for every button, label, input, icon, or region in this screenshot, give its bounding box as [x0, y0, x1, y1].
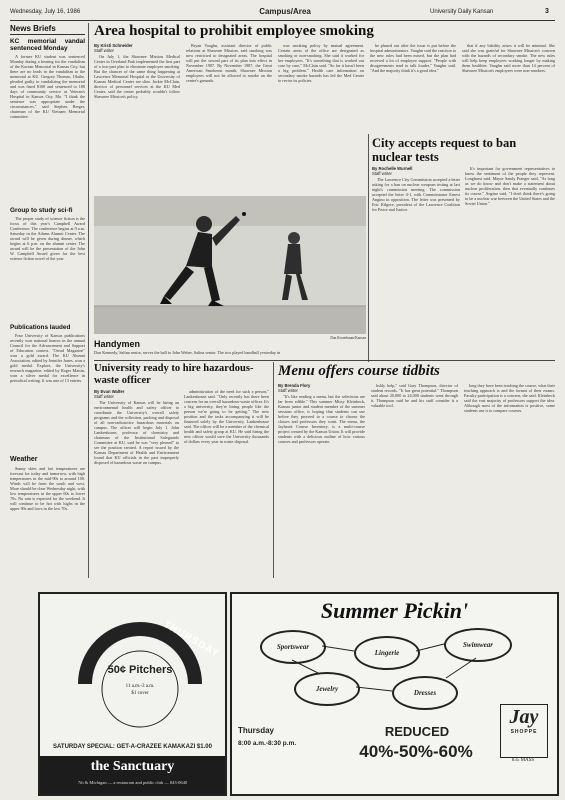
photo-caption: Don Kennedy, Salina senior, serves the ball to John Weber, Salina senior. The two played handball yesterday in: [94, 350, 281, 355]
hazwaste-byline: By Evan Walter: [94, 389, 125, 394]
nuclear-column: [372, 177, 460, 362]
weather-body: Sunny skies and hot temperatures are forecast for today and tomorrow, with high temperatures in the mid-90s to around 100. Winds will be from the south and west. More should be clear Wednesday night, with low temperatures in the upper 60s to lower 70s. No rain is expected for the weekend. It will continue to be hot with highs in the upper 90s and lows in the low 70s.: [10, 466, 85, 511]
folio-bar: [10, 6, 555, 21]
column-rule: [88, 23, 89, 578]
nuclear-column: [465, 166, 555, 362]
summer-ad-sale: 40%-50%-60%: [359, 742, 473, 761]
brief-body: A former KU student was sentenced Monday during a hearing for the vandalism of the Korean Memorial in Kansas City, but there are no leads in the vandalism to the memorial at KU. Gregory Thomas, Olathe, pleaded guilty to vandalizing the memorial and was fined $100 and sentenced to 180 days of community service at Veteran's Hospital in Kansas City, Mo. "I think the sentence was appropriate under the circumstances," said Stephen Berger, chairman of the KU Vietnam Memorial committee.: [10, 54, 85, 119]
sanctuary-saturday-special: SATURDAY SPECIAL: GET-A-CRAZEE KAMAKAZI $1.00: [53, 744, 212, 750]
folio-page-number: 3: [545, 8, 549, 15]
lead-column: [94, 54, 180, 194]
sanctuary-hours: 11 a.m.-3 a.m.: [125, 684, 155, 689]
handball-photo: [94, 196, 366, 334]
lead-text: be phased out after the issue is put before the hospital administrators. Vaughn said the reaction to the new rules had been mixed, but the plan had received a lot of employee support. "People with disagreements tend to talk louder," Vaughn said. "And the majority think it's a good idea.": [370, 43, 456, 73]
hazwaste-text: The University of Kansas will be hiring an environmental health and safety officer to coordinate the University's overall safety programs and the collection, packing and disposal of all non-radioactive hazardous materials on campus. The officer will begin July 1. John Lankenhouse, professor of chemistry and chairman of the Institutional Safeguards Committee at KU, said he was "very pleased" to see the position created. A report issued by the Kansas Department of Health and Environment found that KU officials in the past improperly disposed of hazardous waste on campus.: [94, 400, 179, 465]
lead-byline-role: Staff writer: [94, 48, 114, 53]
summer-ad-item: Lingerie: [354, 636, 420, 670]
summer-ad-day: Thursday: [238, 726, 275, 735]
hazwaste-byline-role: Staff writer: [94, 394, 114, 399]
nuclear-text: It's important for government representatives to know the sentiment of the people they represent. Longhurst said. Mayor Sandy Praeger said, "As long as we do know and don't make a statement about nuclear proliferation, then that eventually continues its course." Angino said, "I don't think there's going to be a nuclear war between the United States and the Soviet Union.": [465, 166, 555, 206]
brief-title: Group to study sci-fi: [10, 207, 73, 214]
nuclear-byline-role: Staff writer: [372, 171, 392, 176]
menu-text: long they have been teaching the course, what their teaching approach is and the format of their exams. Faculty participation is a concern, she said. Kleinbeck said the vast majority of professors support the idea. Although most of the information is positive, some students use it to compare courses.: [464, 383, 555, 413]
news-briefs-heading: News Briefs: [10, 24, 85, 35]
weather-title: Weather: [10, 456, 38, 463]
sanctuary-cover: $1 cover: [131, 691, 149, 696]
menu-byline: By Brenda Flory: [278, 383, 311, 388]
newspaper-page: [10, 6, 555, 794]
brief-title: KC memorial vandal sentenced Monday: [10, 38, 85, 52]
menu-text: "It's like reading a menu, but the selections are far from edible." This summer Missy Kleinbeck, Kansas junior and student member of the summer sessions office, is hoping that students can use before they proceed to a course to choose the classes and professors they want. The menu, the Jayhawk Course Inventory, is a multi-course project created by the Kansas Union. It will provide students with a delicious outline of how various courses and professors operate.: [278, 394, 365, 444]
jay-shoppe-address: 835 MASS: [511, 758, 535, 763]
handball-photo-illustration: [94, 196, 366, 334]
summer-pickin-ad: [230, 592, 559, 796]
news-briefs-column: [10, 24, 85, 579]
summer-ad-item: Swimwear: [444, 628, 512, 662]
lead-column: [370, 43, 456, 133]
sanctuary-special: 50¢ Pitchers: [107, 664, 173, 676]
lead-column: [186, 43, 272, 194]
folio-paper-name: University Daily Kansan: [430, 9, 494, 15]
sanctuary-ad: [38, 592, 227, 796]
photo-credit: Dan Rosenbaum/Kansan: [330, 336, 366, 340]
brief-title: Publications lauded: [10, 324, 71, 331]
menu-column: [278, 394, 365, 578]
lead-byline: By Kristi Schneider: [94, 43, 133, 48]
nuclear-text: The Lawrence City Commission accepted a letter asking for a ban on nuclear weapons testing at last night's commission meeting. The commission accepted the letter 4-1, with Commissioner Ernest Angino in opposition. The letter was presented by Eric Kilgore, president of the Lawrence Coalition for Peace and Justice.: [372, 177, 460, 212]
column-rule: [368, 134, 369, 362]
photo-label: Handymen: [94, 339, 141, 349]
summer-ad-reduced: REDUCED: [384, 724, 450, 739]
hazwaste-column: [184, 389, 269, 578]
summer-ad-item: Dresses: [392, 676, 458, 710]
jay-shoppe-logo-name: Jay: [509, 706, 539, 728]
summer-ad-hours: 8:00 a.m.-8:30 p.m.: [238, 740, 297, 747]
menu-byline-role: Staff writer: [278, 388, 298, 393]
summer-ad-item: Jewelry: [294, 672, 360, 706]
section-rule: [94, 360, 555, 361]
lead-column: [462, 43, 555, 133]
folio-section: Campus/Area: [259, 7, 311, 16]
hazwaste-text: administration of the need for such a person," Lankenhouse said. "Only recently has there been concern for an overall hazardous-waste officer. It's a big university, they're hiring people like the person we're going to be getting." The new position and the tasks accompanying it will be financed solely by the University, Lankenhouse said. The officer will be a member of the chemical health and safety group at KU. He said hiring the new officer would save the University thousands of dollars every year in waste disposal.: [184, 389, 269, 444]
jay-shoppe-logo-suffix: SHOPPE: [510, 729, 538, 735]
sanctuary-address: 7th & Michigan — a restaurant and public club — 843-0640: [77, 780, 188, 785]
nuclear-byline: By Rochelle Wurnell: [372, 166, 413, 171]
menu-text: hshly help," said Gary Thompson, director of student records. "It has great potential." Thompson said about 20,000 to 24,000 students went through it. Thompson said he and his staff consider it a valuable tool.: [371, 383, 458, 408]
lead-headline: Area hospital to prohibit employee smoking: [94, 23, 374, 39]
hazwaste-headline: University ready to hire hazardous-waste officer: [94, 363, 254, 386]
summer-ad-item: Sportswear: [260, 630, 326, 664]
sanctuary-name: the Sanctuary: [90, 759, 175, 774]
nuclear-headline: City accepts request to ban nuclear tests: [372, 136, 517, 164]
lead-text: On July 1, the Shawnee Mission Medical Center in Overland Park implemented the first part of a two-part plan to eliminate employee smoking. But the chances of the same thing happening at Lawrence Memorial Hospital or the University of Kansas Medical Center are slim. Jackie McClain, director of personnel services at the KU Med Center, said the center probably wouldn't follow Shawnee Mission's policy.: [94, 54, 180, 99]
brief-body: The proper study of science fiction is the focus of this year's Campbell Award Conference. The conference begins at 9 a.m. Saturday in the Adams Alumni Center. The award will be given during dinner, which begins at 6 p.m. on the alumni center. The award will be the presentation of the John W. Campbell Award given for the best science fiction novel of the year.: [10, 216, 85, 261]
menu-column: [371, 383, 458, 578]
lead-text: that if any liability arises it will be minimal. She said she was grateful for Shawnee Mission's concern with the hazards of secondary smoke. The new rules will help keep employees working longer by making them healthier. Vaughn said more than 14 percent of Shawnee Mission's employees were non-smokers.: [462, 43, 555, 73]
sanctuary-day: THURSDAY: [161, 619, 222, 660]
menu-headline: Menu offers course tidbits: [278, 363, 440, 379]
summer-ad-title: Summer Pickin': [320, 598, 469, 623]
jay-shoppe-logo: [500, 704, 548, 758]
lead-text: was smoking policy by mutual agreement. Certain areas of the office are designated as smoking or non-smoking. She said it worked for her employees. "It's something that is worked out case by case," McClain said. "So far it hasn't been a big problem." Health care information on secondary smoke hazards has led the Med Center to revise its policies.: [278, 43, 364, 83]
sanctuary-footer: [40, 756, 225, 794]
folio-date: Wednesday, July 16, 1986: [10, 9, 81, 15]
lead-column: [278, 43, 364, 194]
menu-column: [464, 383, 555, 578]
lead-text: Bryan Vaughn, assistant director of public relations at Shawnee Mission, said smoking was now restricted to designated areas. The hospital will put the second part of its plan into effect in November 1987. By November 1987, the Great American Smokeout month, Shawnee Mission employees will not be allowed to smoke on the center's grounds.: [186, 43, 272, 83]
brief-body: Four University of Kansas publications recently won national honors in the annual Council for the Advancement and Support of Education contest. "Oread Magazine" won a gold award. The KU Alumni Association, edited by Jennifer Jones, won a gold medal. Explore, the University's research magazine, edited by Roger Martin, won a silver medal for excellence in periodical writing. It was one of 13 entries.: [10, 333, 85, 383]
column-rule: [273, 362, 274, 578]
hazwaste-column: [94, 400, 179, 578]
